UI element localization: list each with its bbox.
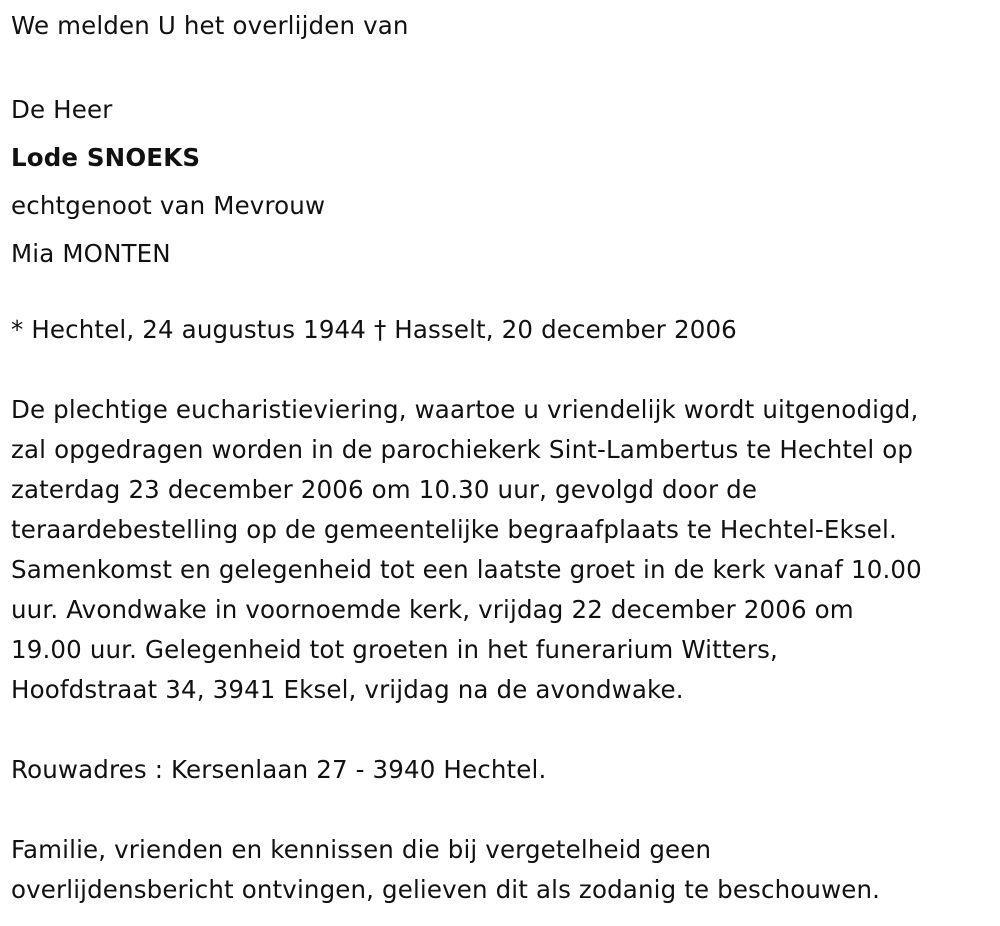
- deceased-name: Lode SNOEKS: [11, 143, 201, 172]
- ceremony-line: De plechtige eucharistieviering, waartoe u vriendelijk wordt uitgenodigd,: [11, 395, 919, 424]
- deceased-block: [11, 86, 996, 278]
- ceremony-paragraph: [11, 390, 996, 710]
- birth-death-dates: * Hechtel, 24 augustus 1944 † Hasselt, 20 december 2006: [11, 315, 737, 344]
- ceremony-line: Hoofdstraat 34, 3941 Eksel, vrijdag na de avondwake.: [11, 675, 684, 704]
- spouse-relation: echtgenoot van Mevrouw: [11, 191, 326, 220]
- ceremony-line: teraardebestelling op de gemeentelijke begraafplaats te Hechtel-Eksel.: [11, 515, 897, 544]
- closing-paragraph: [11, 830, 996, 910]
- closing-line: overlijdensbericht ontvingen, gelieven dit als zodanig te beschouwen.: [11, 875, 881, 904]
- ceremony-line: Samenkomst en gelegenheid tot een laatste groet in de kerk vanaf 10.00: [11, 555, 922, 584]
- death-notice: [11, 6, 996, 910]
- closing-line: Familie, vrienden en kennissen die bij vergetelheid geen: [11, 835, 712, 864]
- ceremony-line: zaterdag 23 december 2006 om 10.30 uur, gevolgd door de: [11, 475, 758, 504]
- ceremony-line: uur. Avondwake in voornoemde kerk, vrijdag 22 december 2006 om: [11, 595, 854, 624]
- mourning-address: Rouwadres : Kersenlaan 27 - 3940 Hechtel.: [11, 755, 547, 784]
- salutation: De Heer: [11, 95, 113, 124]
- ceremony-line: zal opgedragen worden in de parochiekerk Sint-Lambertus te Hechtel op: [11, 435, 914, 464]
- ceremony-line: 19.00 uur. Gelegenheid tot groeten in het funerarium Witters,: [11, 635, 778, 664]
- spouse-name: Mia MONTEN: [11, 239, 171, 268]
- intro-text: We melden U het overlijden van: [11, 11, 409, 40]
